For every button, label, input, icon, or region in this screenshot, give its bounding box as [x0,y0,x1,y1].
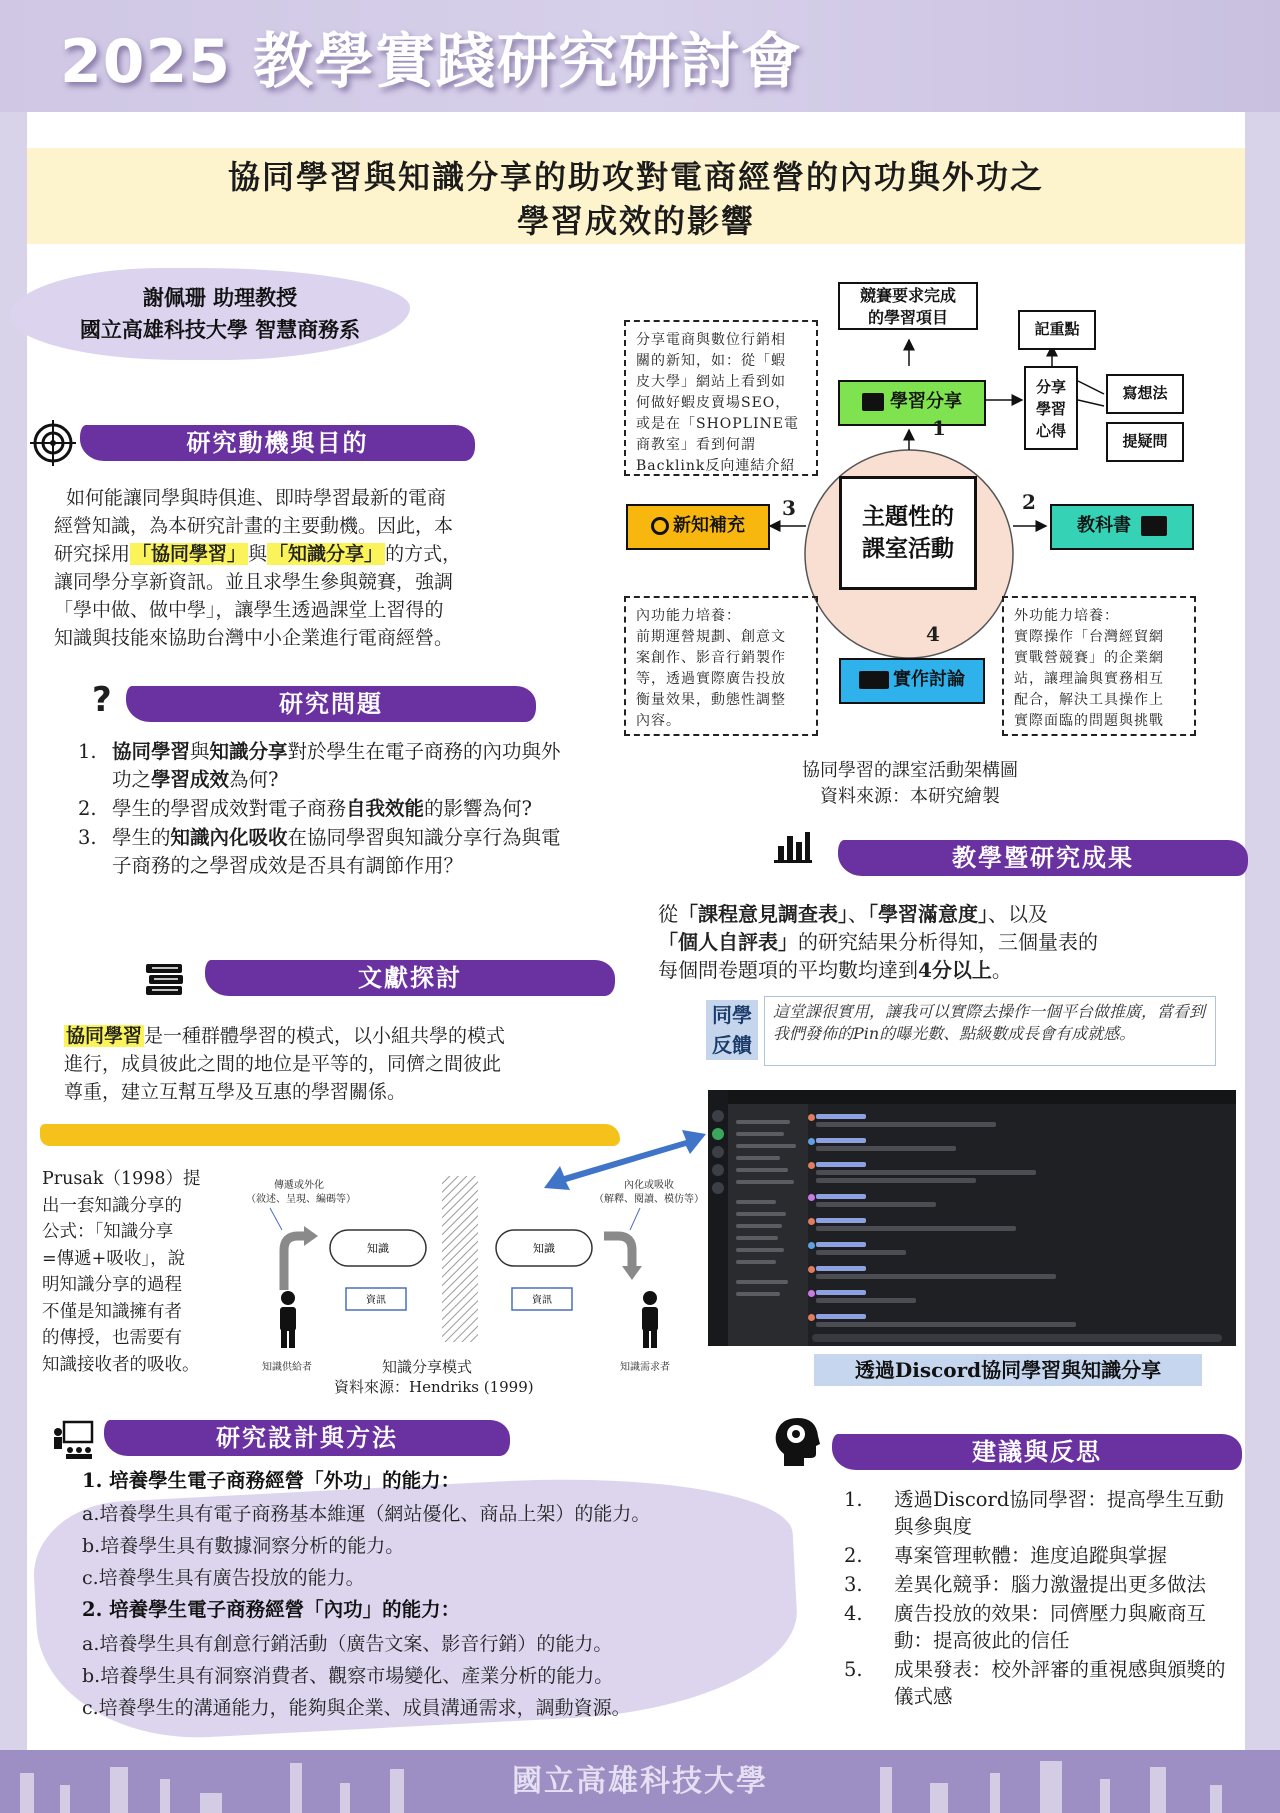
barrier-label [451,1349,469,1350]
inner-note-line: 內容。 [636,713,681,729]
suggestion-item [844,1486,1234,1540]
prusak-line: 不僅是知識擁有者 [42,1301,182,1322]
question-item: 3. 學生的知識內化吸收在協同學習與知識分享行為與電子商務的之學習成效是否具有調節作用？ [78,826,561,877]
discussion-icon [859,671,889,689]
outer-note-line: 配合，解決工具操作上 [1014,692,1164,708]
method-outer-a: a.培養學生具有電子商務基本維運（網站優化、商品上架）的能力。 [82,1503,651,1525]
motivation-heading: 研究動機與目的 [80,425,475,461]
share-mind-box: 分享 學習 心得 [1024,366,1078,450]
literature-heading: 文獻探討 [205,960,615,996]
seeker-label: 知識需求者 [620,1362,670,1373]
practice-box: 實作討論 [839,658,985,704]
ks-model-label: 知識分享模式 [382,1358,473,1376]
inner-note-line: 案創作、影音行銷製作 [636,650,786,666]
teacher-icon [50,1420,94,1460]
inner-note-line: 衡量效果，動態性調整 [636,692,786,708]
provider-person-icon [280,1291,296,1348]
learning-share-box: 學習分享 [838,380,986,426]
step-number-3: 3 [782,496,796,520]
double-arrow-icon [540,1126,710,1192]
method-heading: 研究設計與方法 [104,1420,510,1456]
center-activity-box: 主題性的 課室活動 [839,476,977,590]
suggestion-number: 1. [844,1488,863,1511]
inner-skill-note [624,596,818,736]
info-box-right: 資訊 [532,1295,552,1306]
outer-note-line: 實際面臨的問題與挑戰 [1014,713,1164,729]
feedback-label: 同學 反饋 [706,1000,758,1060]
method-inner-a: a.培養學生具有創意行銷活動（廣告文案、影音行銷）的能力。 [82,1633,613,1655]
suggestion-item [844,1542,1234,1569]
transfer-label: 傳遞或外化 [274,1180,324,1191]
questions-list [78,738,568,881]
suggestion-item [844,1600,1234,1654]
method-outer-heading: 1. 培養學生電子商務經營「外功」的能力： [82,1469,461,1492]
absorb-sublabel: （解釋、閱讀、模仿等） [594,1194,704,1205]
notes-box: 記重點 [1018,310,1096,350]
motivation-text: 如何能讓同學與時俱進、即時學習最新的電商 經營知識，為本研究計畫的主要動機。因此，本 研究採用 「協同學習」 與 「知識分享」 的方式， 讓同學分享新資訊。並且求學生參與競賽，強調 「學中做、做中學」，讓學生透過課堂上習得的 知識與技能來協助台灣中小企業進行電商經營。 [54,487,462,649]
share-note-line: 皮大學」網站上看到如 [636,374,786,390]
competition-box: 競賽要求完成 的學習項目 [838,282,978,330]
step-number-2: 2 [1022,490,1036,514]
books-small-icon [1141,516,1167,536]
step-number-4: 4 [926,622,940,646]
feedback-quote: 這堂課很實用，讓我可以實際去操作一個平台做推廣，當看到我們發佈的Pin的曝光數、點級數成長會有成就感。 [764,996,1216,1066]
suggestion-number: 3. [844,1573,863,1596]
discord-screenshot [708,1090,1236,1346]
provider-label: 知識供給者 [262,1362,312,1373]
suggestion-text: 差異化競爭：腦力激盪提出更多做法 [894,1573,1207,1596]
paper-title-line2: 學習成效的影響 [516,202,755,240]
bar-chart-icon [774,828,812,864]
outer-note-line: 外功能力培養： [1014,608,1119,624]
write-box: 寫想法 [1106,374,1184,414]
absorb-label: 內化或吸收 [624,1180,674,1191]
suggestion-number: 4. [844,1602,863,1625]
suggestion-item [844,1571,1234,1598]
ask-box: 提疑問 [1106,422,1184,462]
method-inner-c: c.培養學生的溝通能力，能夠與企業、成員溝通需求，調動資源。 [82,1697,631,1719]
outer-note-line: 實際操作「台灣經貿網 [1014,629,1164,645]
target-icon [30,420,76,466]
method-outer-c: c.培養學生具有廣告投放的能力。 [82,1567,365,1589]
method-inner-heading: 2. 培養學生電子商務經營「內功」的能力： [82,1598,461,1621]
prusak-line: =傳遞+吸收」，說 [42,1248,186,1269]
target-small-icon [651,517,669,535]
suggestion-text: 專案管理軟體：進度追蹤與掌握 [894,1544,1168,1567]
author-affiliation: 國立高雄科技大學 智慧商務系 [79,317,361,342]
conference-title: 2025 教學實踐研究研討會 [60,27,802,97]
share-note-line: 何做好蝦皮賣場SEO， [636,395,791,411]
seeker-person-icon [642,1291,658,1348]
question-item: 1. 協同學習與知識分享對於學生在電子商務的內功與外功之學習成效為何? [78,740,561,791]
discord-caption: 透過Discord協同學習與知識分享 [814,1354,1202,1386]
method-outer-b: b.培養學生具有數據洞察分析的能力。 [82,1535,405,1557]
info-box-left: 資訊 [366,1295,386,1306]
author-name: 謝佩珊 助理教授 [142,285,298,310]
literature-text: 協同學習 是一種群體學習的模式，以小組共學的模式 進行，成員彼此之間的地位是平等的，同儕之間彼此 尊重，建立互幫互學及互惠的學習關係。 [64,1025,506,1103]
framework-caption: 協同學習的課室活動架構圖 資料來源：本研究繪製 [802,760,1018,807]
outer-skill-note [1002,596,1196,736]
knowledge-oval-left: 知識 [367,1242,389,1255]
share-note-line: 商教室」看到何謂 [636,437,756,453]
questions-heading: 研究問題 [126,686,536,722]
method-inner-b: b.培養學生具有洞察消費者、觀察市場變化、產業分析的能力。 [82,1665,614,1687]
new-knowledge-box: 新知補充 [626,504,770,550]
books-icon [144,958,186,998]
footer-university: 國立高雄科技大學 [512,1764,768,1799]
suggestion-number: 2. [844,1544,863,1567]
share-note-line: 關的新知，如：從「蝦 [636,353,786,369]
prusak-line: 出一套知識分享的 [42,1195,182,1216]
ks-source: 資料來源：Hendriks (1999) [334,1378,534,1396]
outer-note-line: 實戰營競賽」的企業網 [1014,650,1164,666]
inner-note-line: 內功能力培養： [636,608,741,624]
inner-note-line: 等，透過實際廣告投放 [636,671,786,687]
knowledge-oval-right: 知識 [533,1242,555,1255]
transfer-sublabel: （敘述、呈現、編碼等） [246,1194,356,1205]
question-item: 2. 學生的學習成效對電子商務自我效能的影響為何? [78,797,532,820]
framework-diagram [620,276,1200,746]
prusak-line: 知識接收者的吸收。 [42,1354,200,1375]
suggestion-text: 廣告投放的效果：同儕壓力與廠商互動：提高彼此的信任 [894,1602,1207,1652]
question-icon: ? [92,680,112,720]
suggestions-list [844,1486,1234,1712]
results-text: 從「課程意見調查表」、「學習滿意度」、以及 「個人自評表」的研究結果分析得知，三個量表的 每個問卷題項的平均數均達到4分以上。 [658,902,1098,982]
share-note [624,320,818,476]
textbook-box: 教科書 [1050,504,1194,550]
results-heading: 教學暨研究成果 [838,840,1248,876]
prusak-line: 明知識分享的過程 [42,1275,182,1295]
title-band [27,148,1245,244]
prusak-text [42,1166,242,1378]
presentation-icon [862,393,884,411]
inner-note-line: 前期運營規劃、創意文 [636,629,786,645]
yellow-brush-divider [40,1124,620,1146]
prusak-line: Prusak（1998）提 [42,1169,201,1189]
brain-head-icon [772,1416,822,1470]
suggestions-heading: 建議與反思 [832,1434,1242,1470]
suggestion-item [844,1656,1234,1710]
share-note-line: 或是在「SHOPLINE電 [636,416,799,432]
share-note-line: Backlink反向連結介紹 [636,458,796,474]
suggestion-text: 成果發表：校外評審的重視感與頒獎的儀式感 [894,1658,1226,1708]
prusak-line: 的傳授，也需要有 [42,1328,182,1348]
step-number-1: 1 [932,416,946,440]
share-note-line: 分享電商與數位行銷相 [636,332,786,348]
outer-note-line: 站，讓理論與實務相互 [1014,671,1164,687]
suggestion-text: 透過Discord協同學習：提高學生互動與參與度 [894,1488,1224,1538]
suggestion-number: 5. [844,1658,863,1681]
paper-title-line1: 協同學習與知識分享的助攻對電商經營的內功與外功之 [227,158,1044,196]
prusak-line: 公式：「知識分享 [42,1222,174,1242]
